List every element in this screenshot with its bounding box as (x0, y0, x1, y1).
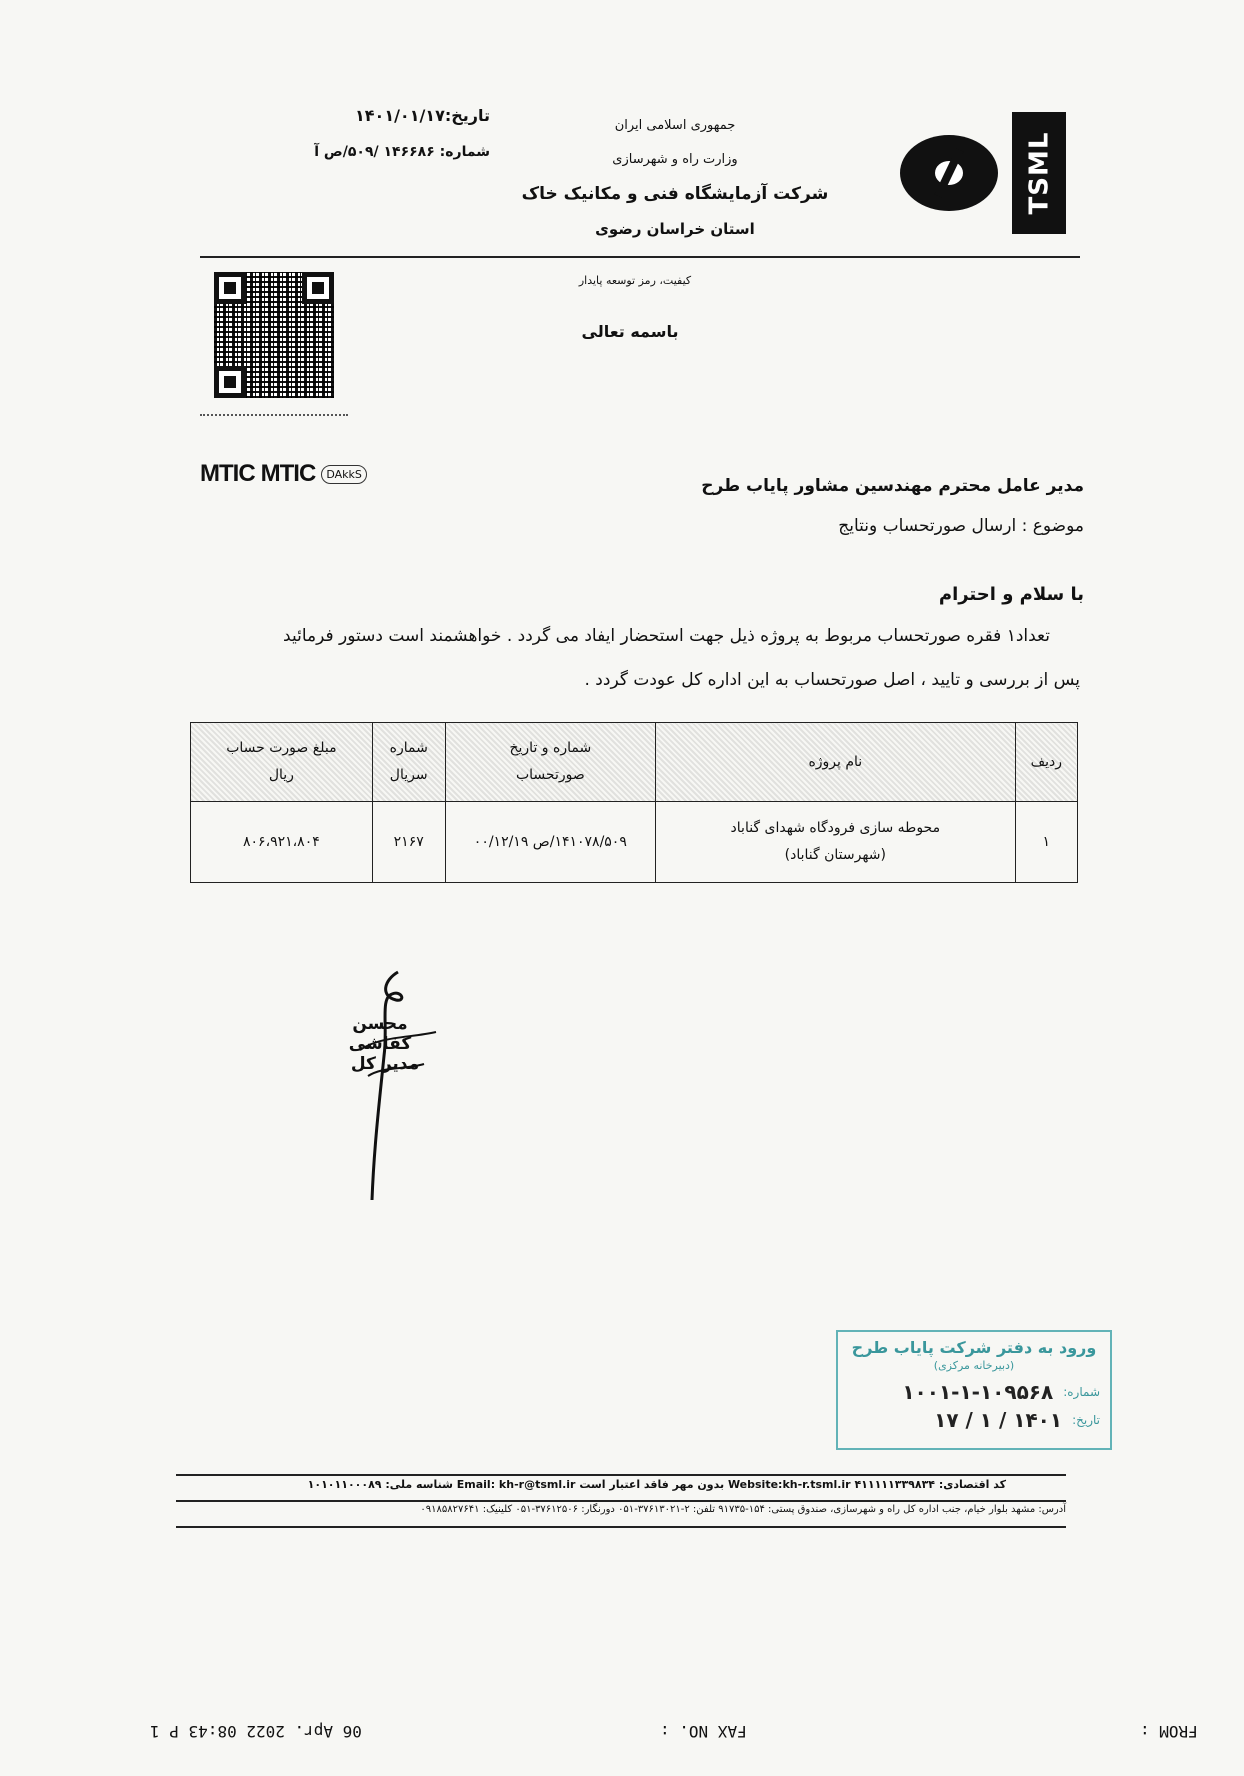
stamp-number-row (848, 1380, 1100, 1404)
tsml-logo-box (1012, 112, 1066, 234)
greeting: با سلام و احترام (938, 584, 1084, 605)
date-value: ۱۴۰۱/۰۱/۱۷ (355, 106, 445, 125)
stamp-subtitle: (دبیرخانه مرکزی) (933, 1359, 1015, 1372)
row-index: ۱ (1015, 802, 1077, 883)
number-value: ۱۴۶۶۸۶ /۵۰۹/ص آ (314, 144, 435, 160)
stamp-number-value: ۱۰۰۱-۱-۱۰۹۵۶۸ (902, 1380, 1054, 1404)
row-invoice: ۱۴۱۰۷۸/۵۰۹/ص ۰۰/۱۲/۱۹ (445, 802, 655, 883)
date-line (270, 106, 490, 125)
col-header-amount (191, 723, 373, 802)
tsml-logo-text: TSML (1024, 131, 1054, 215)
stamp-date-value: ۱۴۰۱ / ۱ / ۱۷ (934, 1408, 1063, 1432)
certification-marks (200, 458, 450, 490)
header-company: شرکت آزمایشگاه فنی و مکانیک خاک (521, 184, 829, 204)
invoice-table (190, 722, 1078, 883)
company-emblem-icon (898, 132, 1000, 214)
fax-number: FAX NO. : (660, 1722, 747, 1741)
header-province: استان خراسان رضوی (595, 220, 755, 238)
col-header-project: نام پروژه (656, 723, 1016, 802)
recipient: مدیر عامل محترم مهندسین مشاور پایاب طرح (701, 476, 1084, 496)
quality-slogan: کیفیت، رمز توسعه پایدار (578, 274, 692, 287)
signature-scribble-icon (340, 966, 460, 1206)
fax-from: FROM : (1140, 1722, 1198, 1741)
header-ministry: وزارت راه و شهرسازی (612, 152, 738, 167)
qr-code (214, 272, 334, 398)
col-header-index: ردیف (1015, 723, 1077, 802)
bismillah: باسمه تعالی (581, 322, 679, 341)
header-divider (200, 256, 1080, 258)
footer-line-2: آدرس: مشهد بلوار خیام، جنب اداره کل راه و شهرسازی، صندوق پستی: ۱۵۴-۹۱۷۳۵ تلفن: ۲-۳۷۶۱۳۰۲۱-۰۵۱ دورنگار: ۳۷۶۱۲۵۰۶-۰۵۱ کلینیک: ۰۹۱۸۵۸۲۷۶۴۱ (420, 1504, 1066, 1515)
number-line (250, 144, 490, 160)
col-header-serial-text: شماره سریال (389, 740, 428, 783)
mtic-mark: MTIC (200, 460, 255, 487)
row-project-line2: (شهرستان گناباد) (784, 847, 886, 863)
dakks-mark: DAkkS (321, 465, 367, 484)
stamp-date-row (848, 1408, 1100, 1432)
subject-text: موضوع : ارسال صورتحساب ونتایج (838, 516, 1084, 536)
fax-timestamp: 06 Apr. 2022 08:43 P 1 (150, 1722, 362, 1741)
table-header-row (191, 723, 1078, 802)
subject (680, 516, 1084, 536)
stamp-title: ورود به دفتر شرکت پایاب طرح (851, 1338, 1097, 1357)
number-label: شماره: (439, 144, 490, 160)
stamp-number-label: شماره: (1063, 1385, 1100, 1399)
date-label: تاریخ: (444, 106, 490, 125)
row-project (656, 802, 1016, 883)
col-header-invoice-text: شماره و تاریخ صورتحساب (509, 740, 592, 783)
row-project-line1: محوطه سازی فرودگاه شهدای گناباد (730, 820, 941, 837)
stamp-date-label: تاریخ: (1072, 1413, 1100, 1427)
mtic-mark: MTIC (260, 460, 316, 487)
row-amount: ۸۰۶،۹۲۱،۸۰۴ (191, 802, 373, 883)
qr-underline (200, 414, 348, 416)
col-header-amount-text: مبلغ صورت حساب ریال (226, 740, 337, 783)
row-serial: ۲۱۶۷ (372, 802, 445, 883)
paragraph-line-2: پس از بررسی و تایید ، اصل صورتحساب به این اداره کل عودت گردد . (584, 670, 1080, 690)
receipt-stamp (836, 1330, 1112, 1450)
signatory-name: محسن کفاشی (348, 1014, 412, 1054)
signatory-title: مدیر کل (350, 1054, 420, 1074)
footer-divider-bottom (176, 1526, 1066, 1528)
footer-divider-mid (176, 1500, 1066, 1502)
col-header-invoice (445, 723, 655, 802)
footer-line-1: کد اقتصادی: ۴۱۱۱۱۱۳۳۹۸۳۴ Website:kh-r.tsml.ir بدون مهر فاقد اعتبار است Email: kh-r@tsml.ir شناسه ملی: ۱۰۱۰۱۱۰۰۰۸۹ (307, 1478, 1006, 1491)
header-republic: جمهوری اسلامی ایران (614, 118, 736, 133)
table-row (191, 802, 1078, 883)
paragraph-line-1: تعداد۱ فقره صورتحساب مربوط به پروژه ذیل جهت استحضار ایفاد می گردد . خواهشمند است دستور فرمائید (283, 626, 1050, 646)
footer-divider-top (176, 1474, 1066, 1476)
col-header-serial (372, 723, 445, 802)
